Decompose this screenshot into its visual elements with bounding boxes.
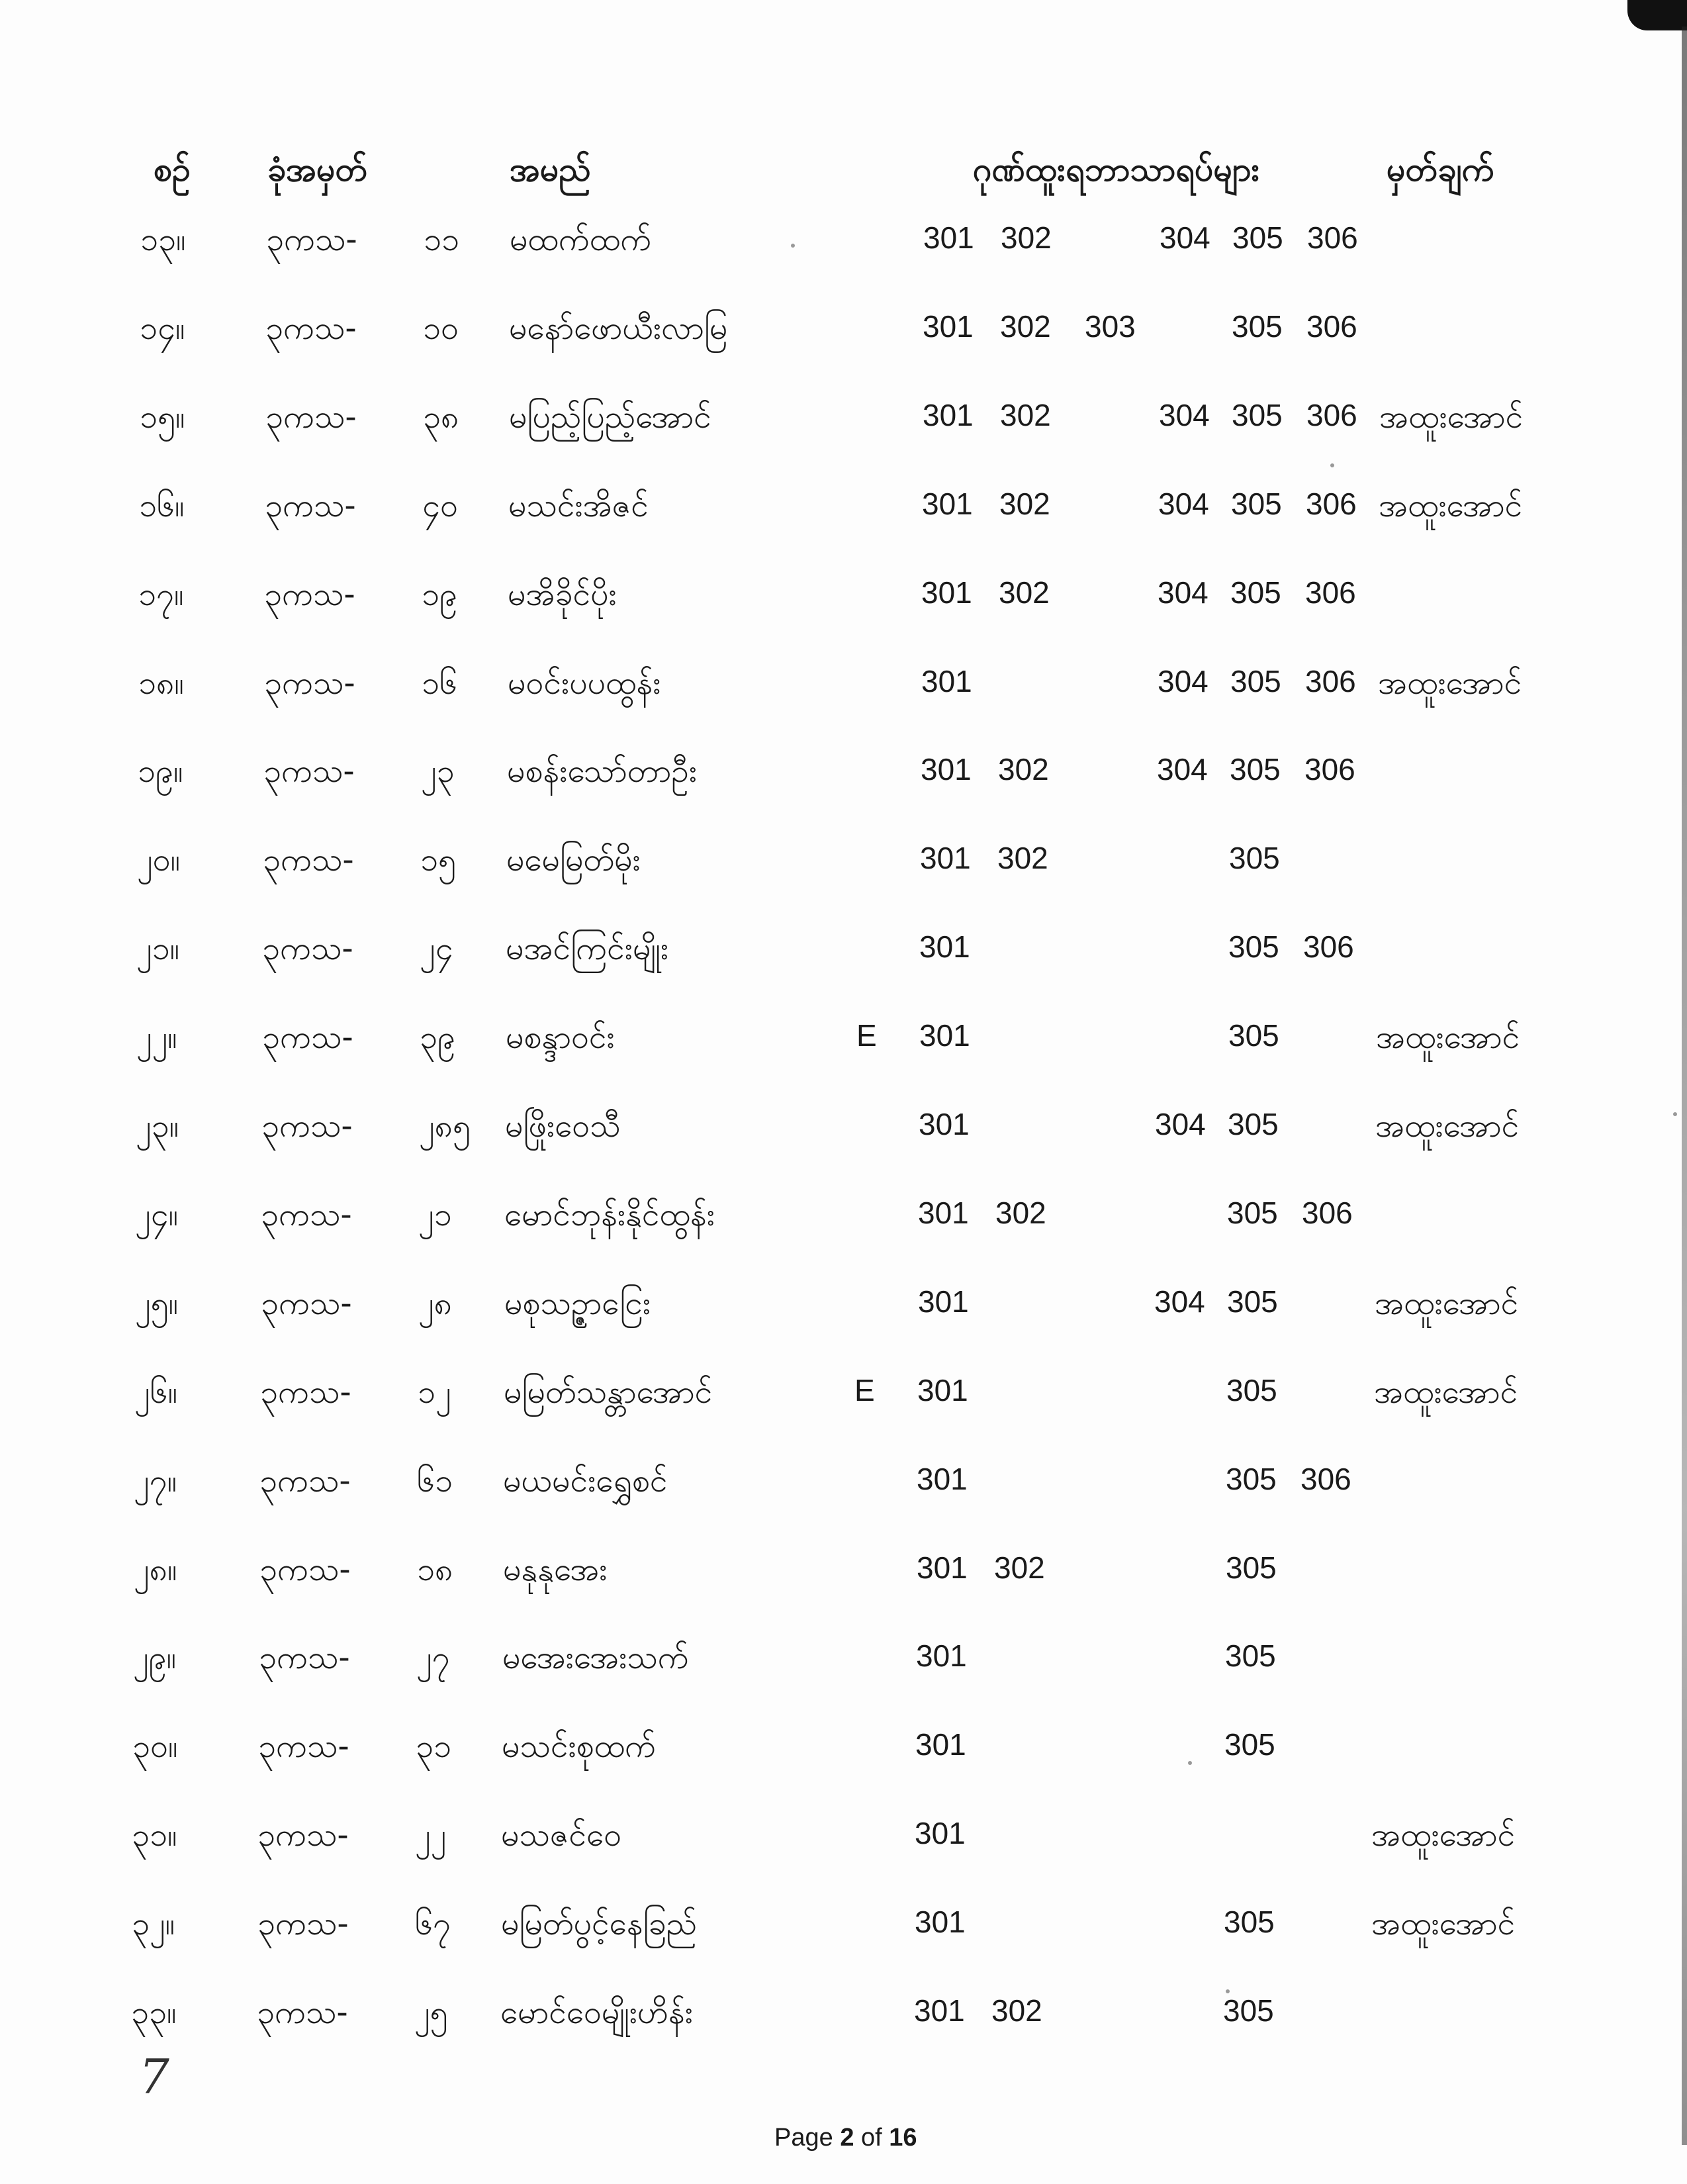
row-remark: အထူးအောင် (1379, 399, 1524, 436)
row-subject-305: 305 (1227, 1284, 1278, 1319)
row-remark: အထူးအောင် (1375, 1285, 1519, 1322)
row-class-code: ၃ကသ- (266, 221, 357, 258)
row-subject-305: 305 (1228, 1018, 1279, 1053)
row-subject-305: 305 (1226, 1550, 1277, 1585)
row-serial-no: ၂၄။ (135, 1196, 179, 1233)
scan-speck (1188, 1761, 1192, 1765)
row-subject-306: 306 (1305, 664, 1356, 698)
row-student-name: မောင်ဘုန်းနိုင်ထွန်း (504, 1196, 715, 1233)
row-subject-305: 305 (1230, 664, 1281, 698)
row-roll-number: ၂၃ (421, 753, 455, 790)
row-class-code: ၃ကသ- (262, 930, 353, 967)
row-remark: အထူးအောင် (1375, 1108, 1520, 1145)
row-class-code: ၃ကသ- (264, 576, 355, 613)
row-roll-number: ၃၈ (423, 399, 459, 436)
row-subject-301: 301 (918, 1196, 969, 1230)
row-serial-no: ၃၂။ (132, 1905, 175, 1942)
row-subject-302: 302 (994, 1550, 1045, 1585)
row-subject-301: 301 (923, 398, 974, 432)
row-student-name: မဖြိုးဝေသီ (505, 1108, 621, 1145)
row-e-mark: E (856, 1018, 877, 1053)
scan-edge-shadow (1682, 26, 1687, 2145)
row-subject-301: 301 (919, 1018, 970, 1053)
row-roll-number: ၆၁ (417, 1462, 453, 1499)
row-serial-no: ၂၅။ (135, 1285, 179, 1322)
row-serial-no: ၁၃။ (140, 221, 186, 258)
row-subject-306: 306 (1302, 1196, 1353, 1230)
row-student-name: မထက်ထက် (510, 221, 652, 258)
row-subject-306: 306 (1303, 929, 1354, 964)
row-serial-no: ၁၉။ (138, 753, 183, 790)
row-subject-301: 301 (916, 1638, 967, 1673)
row-subject-304: 304 (1159, 398, 1210, 432)
row-serial-no: ၂၉။ (133, 1639, 177, 1676)
row-serial-no: ၃၃။ (131, 1994, 177, 2031)
header-distinction-subjects: ဂုဏ်ထူးရဘာသာရပ်များ (973, 150, 1260, 189)
row-student-name: မအေးအေးသက် (502, 1639, 689, 1676)
row-student-name: မနုနုအေး (503, 1551, 608, 1588)
row-subject-301: 301 (919, 1107, 970, 1141)
row-serial-no: ၁၅။ (140, 399, 185, 436)
row-subject-304: 304 (1154, 1284, 1205, 1319)
row-subject-301: 301 (923, 220, 974, 255)
row-roll-number: ၃၉ (420, 1019, 455, 1056)
row-subject-302: 302 (997, 841, 1048, 875)
row-subject-305: 305 (1226, 1373, 1277, 1407)
footer-of-label: of (861, 2124, 882, 2152)
row-serial-no: ၂၈။ (134, 1551, 177, 1588)
row-serial-no: ၂၂။ (136, 1019, 177, 1056)
row-student-name: မအင်ကြင်းမျိုး (506, 930, 669, 967)
row-subject-304: 304 (1158, 487, 1209, 521)
row-serial-no: ၂၆။ (134, 1374, 178, 1411)
header-serial-no: စဥ် (154, 150, 191, 189)
row-subject-305: 305 (1224, 1727, 1275, 1762)
row-subject-304: 304 (1160, 220, 1210, 255)
scan-speck (1330, 463, 1334, 467)
row-subject-306: 306 (1305, 575, 1356, 610)
row-subject-301: 301 (915, 1905, 966, 1939)
row-subject-301: 301 (917, 1462, 968, 1496)
row-subject-301: 301 (922, 487, 973, 521)
row-e-mark: E (854, 1373, 875, 1407)
row-class-code: ၃ကသ- (264, 665, 355, 702)
row-roll-number: ၂၈ (418, 1285, 452, 1322)
row-subject-306: 306 (1304, 752, 1355, 786)
row-student-name: မမြတ်ပွင့်နေခြည် (501, 1905, 698, 1942)
row-subject-305: 305 (1227, 1196, 1278, 1230)
row-subject-305: 305 (1230, 752, 1281, 786)
row-roll-number: ၁၁ (424, 221, 459, 258)
row-roll-number: ၁၆ (422, 665, 457, 702)
row-remark: အထူးအောင် (1379, 487, 1523, 524)
row-student-name: မယမင်းရွှေစင် (503, 1462, 668, 1499)
header-roll-no: ခုံအမှတ် (267, 150, 368, 189)
row-class-code: ၃ကသ- (262, 1019, 353, 1056)
row-class-code: ၃ကသ- (261, 1108, 353, 1145)
row-subject-304: 304 (1158, 664, 1208, 698)
row-class-code: ၃ကသ- (261, 1196, 352, 1233)
row-subject-305: 305 (1224, 1905, 1275, 1939)
row-student-name: မမေမြတ်မိုး (506, 841, 641, 878)
row-remark: အထူးအောင် (1371, 1905, 1516, 1942)
row-subject-302: 302 (999, 575, 1050, 610)
row-class-code: ၃ကသ- (259, 1639, 350, 1676)
row-roll-number: ၂၇ (416, 1639, 450, 1676)
footer-page-number: 2 (840, 2124, 854, 2152)
scan-corner-mark (1627, 0, 1687, 30)
row-subject-302: 302 (1001, 220, 1052, 255)
row-serial-no: ၁၄။ (140, 310, 185, 347)
row-student-name: မသဇင်ဝေ (501, 1817, 622, 1854)
row-roll-number: ၁၀ (423, 310, 459, 347)
row-subject-301: 301 (920, 841, 971, 875)
header-remark: မှတ်ချက် (1387, 150, 1494, 189)
row-roll-number: ၁၉ (422, 576, 457, 613)
row-subject-305: 305 (1229, 841, 1280, 875)
row-class-code: ၃ကသ- (260, 1374, 351, 1411)
row-remark: အထူးအောင် (1376, 1019, 1520, 1056)
row-roll-number: ၁၈ (417, 1551, 453, 1588)
row-class-code: ၃ကသ- (265, 487, 356, 524)
row-serial-no: ၂၇။ (134, 1462, 177, 1499)
row-subject-302: 302 (1000, 309, 1051, 344)
footer-page-label: Page (774, 2124, 833, 2152)
row-subject-301: 301 (917, 1373, 968, 1407)
row-subject-305: 305 (1232, 309, 1283, 344)
row-roll-number: ၃၁ (416, 1728, 451, 1765)
row-student-name: မဝင်းပပထွန်း (508, 665, 661, 702)
footer-page-total: 16 (889, 2124, 917, 2152)
header-name: အမည် (510, 150, 591, 189)
row-class-code: ၃ကသ- (261, 1285, 352, 1322)
row-serial-no: ၁၇။ (138, 576, 184, 613)
row-serial-no: ၂၃။ (136, 1108, 179, 1145)
row-serial-no: ၁၈။ (138, 665, 184, 702)
row-remark: အထူးအောင် (1371, 1817, 1516, 1854)
row-student-name: မမြတ်သန္တာအောင် (504, 1374, 713, 1411)
row-student-name: မအိခိုင်ပိုး (508, 576, 617, 613)
row-subject-301: 301 (914, 1993, 965, 2028)
row-subject-305: 305 (1232, 220, 1283, 255)
row-class-code: ၃ကသ- (263, 753, 355, 790)
scan-speck (1673, 1112, 1677, 1116)
row-subject-301: 301 (923, 309, 974, 344)
row-student-name: မောင်ဝေမျိုးဟိန်း (500, 1994, 693, 2031)
row-subject-305: 305 (1223, 1993, 1274, 2028)
row-subject-306: 306 (1306, 398, 1357, 432)
row-serial-no: ၂၁။ (136, 930, 180, 967)
row-class-code: ၃ကသ- (265, 399, 357, 436)
row-subject-306: 306 (1306, 487, 1357, 521)
row-roll-number: ၄၀ (422, 487, 458, 524)
row-subject-304: 304 (1157, 752, 1208, 786)
row-serial-no: ၂၀။ (137, 841, 181, 878)
handwritten-mark: 7 (139, 2049, 169, 2105)
row-subject-301: 301 (921, 664, 972, 698)
row-subject-301: 301 (921, 575, 972, 610)
row-class-code: ၃ကသ- (263, 841, 354, 878)
row-roll-number: ၂၅ (414, 1994, 448, 2031)
row-class-code: ၃ကသ- (258, 1728, 349, 1765)
row-class-code: ၃ကသ- (257, 1994, 348, 2031)
row-roll-number: ၂၂ (415, 1817, 447, 1854)
row-subject-302: 302 (1000, 398, 1051, 432)
row-subject-301: 301 (915, 1816, 966, 1850)
row-subject-305: 305 (1228, 1107, 1279, 1141)
row-subject-301: 301 (917, 1550, 968, 1585)
row-serial-no: ၃၀။ (132, 1728, 178, 1765)
row-subject-304: 304 (1158, 575, 1208, 610)
row-class-code: ၃ကသ- (259, 1551, 351, 1588)
row-subject-301: 301 (919, 929, 970, 964)
row-student-name: မပြည့်ပြည့်အောင် (509, 399, 711, 436)
row-subject-305: 305 (1230, 575, 1281, 610)
row-subject-306: 306 (1300, 1462, 1351, 1496)
row-class-code: ၃ကသ- (259, 1462, 351, 1499)
row-subject-303: 303 (1085, 309, 1136, 344)
row-student-name: မစန္ဒာဝင်း (506, 1019, 615, 1056)
row-class-code: ၃ကသ- (257, 1817, 349, 1854)
row-class-code: ၃ကသ- (265, 310, 357, 347)
row-subject-301: 301 (918, 1284, 969, 1319)
row-student-name: မသင်းအိဇင် (508, 487, 649, 524)
row-remark: အထူးအောင် (1374, 1374, 1518, 1411)
row-subject-305: 305 (1232, 398, 1283, 432)
row-roll-number: ၁၂ (418, 1374, 451, 1411)
row-roll-number: ၂၄ (420, 930, 453, 967)
row-subject-306: 306 (1307, 220, 1358, 255)
row-subject-301: 301 (915, 1727, 966, 1762)
scan-speck (1226, 1989, 1230, 1993)
row-subject-305: 305 (1226, 1462, 1277, 1496)
row-student-name: မစုသဥ္ဇာငြေး (504, 1285, 651, 1322)
row-subject-302: 302 (995, 1196, 1046, 1230)
row-subject-302: 302 (991, 1993, 1042, 2028)
row-serial-no: ၃၁။ (132, 1817, 177, 1854)
row-subject-302: 302 (999, 487, 1050, 521)
row-roll-number: ၆၇ (415, 1905, 451, 1942)
row-class-code: ၃ကသ- (257, 1905, 349, 1942)
page-footer (774, 2124, 917, 2152)
row-subject-301: 301 (921, 752, 972, 786)
row-roll-number: ၂၈၅ (419, 1108, 471, 1145)
row-student-name: မနော်ဖောယီးလာမြ (509, 310, 728, 347)
row-subject-302: 302 (998, 752, 1049, 786)
row-subject-305: 305 (1225, 1638, 1276, 1673)
row-serial-no: ၁၆။ (139, 487, 185, 524)
row-remark: အထူးအောင် (1378, 665, 1522, 702)
row-subject-305: 305 (1231, 487, 1282, 521)
row-student-name: မစန်းသော်တာဦး (507, 753, 698, 790)
row-student-name: မသင်းစုထက် (502, 1728, 657, 1765)
row-subject-306: 306 (1306, 309, 1357, 344)
row-subject-304: 304 (1155, 1107, 1206, 1141)
row-roll-number: ၂၁ (418, 1196, 452, 1233)
row-roll-number: ၁၅ (420, 841, 456, 878)
scan-speck (791, 244, 795, 248)
row-subject-305: 305 (1228, 929, 1279, 964)
